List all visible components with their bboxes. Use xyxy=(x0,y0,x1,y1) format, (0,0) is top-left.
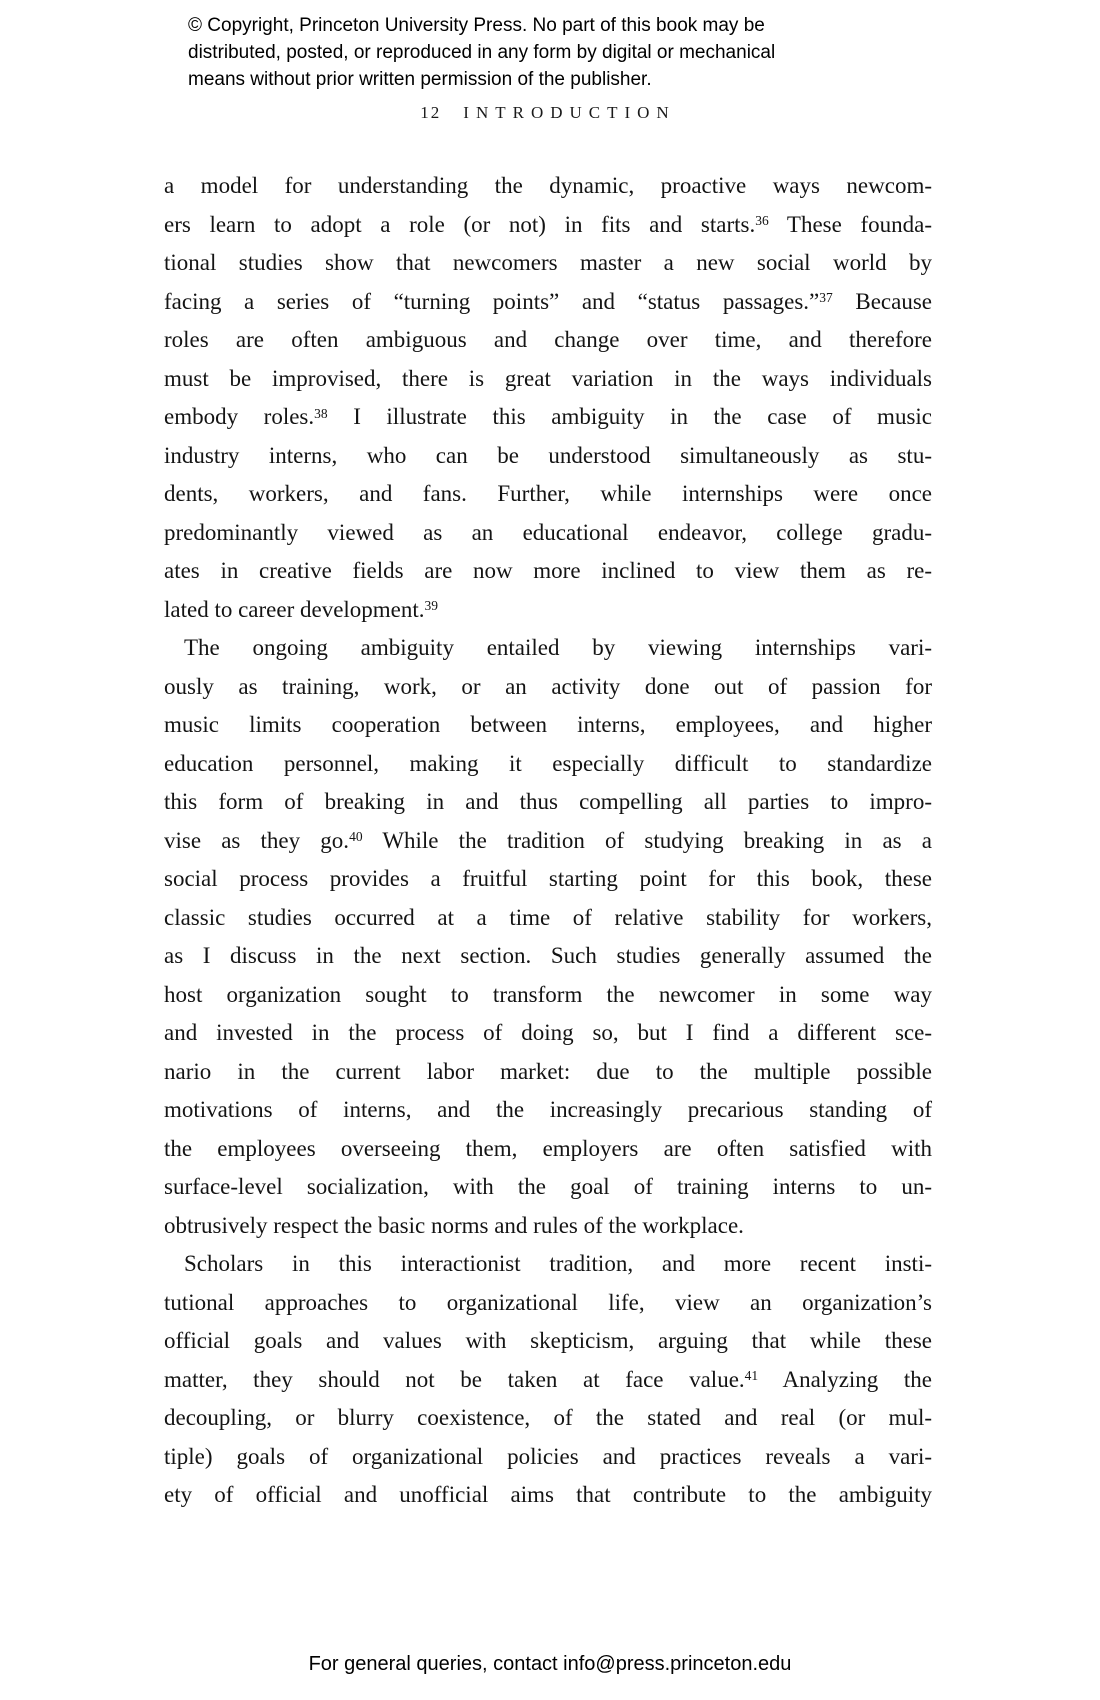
text-line xyxy=(164,937,932,976)
text-segment: While the tradition of studying breaking in as a xyxy=(362,827,932,853)
copyright-line: distributed, posted, or reproduced in any form by digital or mechanical xyxy=(188,42,776,63)
text-segment: Scholars in this interactionist tradition, and more recent insti- xyxy=(184,1251,932,1276)
text-segment: official goals and values with skepticism, arguing that while these xyxy=(164,1328,932,1353)
text-line xyxy=(164,244,932,283)
text-segment: as I discuss in the next section. Such studies generally assumed the xyxy=(164,943,932,968)
text-segment: the employees overseeing them, employers are often satisfied with xyxy=(164,1135,932,1161)
text-line xyxy=(164,1245,932,1284)
paragraph xyxy=(164,629,932,1245)
text-segment: roles are often ambiguous and change over time, and therefore xyxy=(164,327,932,352)
text-line xyxy=(164,1438,932,1477)
copyright-line: means without prior written permission of the publisher. xyxy=(188,69,652,90)
text-segment: These founda- xyxy=(768,211,932,237)
footnote-reference: 37 xyxy=(819,290,833,306)
text-segment: ers learn to adopt a role (or not) in fits and starts. xyxy=(164,211,756,237)
paragraph xyxy=(164,167,932,629)
text-line xyxy=(164,668,932,707)
text-segment: motivations of interns, and the increasingly precarious standing of xyxy=(164,1097,932,1122)
text-line xyxy=(164,1207,932,1246)
text-segment: dents, workers, and fans. Further, while internships were once xyxy=(164,481,932,506)
text-segment: industry interns, who can be understood simultaneously as stu- xyxy=(164,442,932,468)
footnote-reference: 41 xyxy=(744,1368,759,1384)
text-line xyxy=(164,398,932,437)
text-line xyxy=(164,745,932,784)
text-line xyxy=(164,1091,932,1130)
text-line xyxy=(164,976,932,1015)
text-line xyxy=(164,552,932,591)
body-text xyxy=(164,167,932,1515)
text-line xyxy=(164,591,932,630)
text-line xyxy=(164,283,932,322)
text-segment: I illustrate this ambiguity in the case of music xyxy=(327,404,932,429)
text-segment: obtrusively respect the basic norms and rules of the workplace. xyxy=(164,1212,744,1238)
footnote-reference: 40 xyxy=(349,829,363,845)
running-head xyxy=(164,103,932,123)
text-segment: ously as training, work, or an activity done out of passion for xyxy=(164,673,932,699)
text-segment: matter, they should not be taken at face value. xyxy=(164,1366,745,1392)
text-segment: must be improvised, there is great variation in the ways individuals xyxy=(164,365,932,391)
text-segment: lated to career development. xyxy=(164,596,425,622)
text-line xyxy=(164,1361,932,1400)
footer-contact-note: For general queries, contact info@press.princeton.edu xyxy=(308,1653,792,1675)
text-segment: Because xyxy=(832,288,932,314)
text-line xyxy=(164,783,932,822)
text-segment: surface-level socialization, with the goal of training interns to un- xyxy=(164,1174,932,1199)
text-segment: tutional approaches to organizational life, view an organization’s xyxy=(164,1289,932,1315)
page-number: 12 xyxy=(420,103,442,122)
text-line xyxy=(164,206,932,245)
copyright-line: © Copyright, Princeton University Press. No part of this book may be xyxy=(188,15,765,36)
text-line xyxy=(164,629,932,668)
text-segment: tiple) goals of organizational policies and practices reveals a vari- xyxy=(164,1443,932,1469)
text-segment: education personnel, making it especially difficult to standardize xyxy=(164,750,932,776)
text-line xyxy=(164,321,932,360)
text-segment: and invested in the process of doing so, but I find a different sce- xyxy=(164,1020,932,1045)
text-line xyxy=(164,1014,932,1053)
text-line xyxy=(164,1168,932,1207)
text-segment: Analyzing the xyxy=(758,1366,932,1392)
footnote-reference: 38 xyxy=(314,405,328,421)
text-segment: host organization sought to transform the newcomer in some way xyxy=(164,981,932,1007)
text-line xyxy=(164,1322,932,1361)
text-line xyxy=(164,437,932,476)
text-line xyxy=(164,860,932,899)
footnote-reference: 36 xyxy=(755,213,769,229)
text-line xyxy=(164,360,932,399)
text-line xyxy=(164,822,932,861)
text-segment: embody roles. xyxy=(164,404,315,429)
text-line xyxy=(164,514,932,553)
text-segment: nario in the current labor market: due to the multiple possible xyxy=(164,1058,932,1084)
text-segment: vise as they go. xyxy=(164,827,350,853)
text-line xyxy=(164,1284,932,1323)
text-line xyxy=(164,899,932,938)
text-segment: tional studies show that newcomers master a new social world by xyxy=(164,250,932,275)
text-line xyxy=(164,706,932,745)
text-segment: facing a series of “turning points” and “status passages.” xyxy=(164,288,820,314)
text-segment: ety of official and unofficial aims that contribute to the ambiguity xyxy=(164,1482,932,1507)
text-line xyxy=(164,1130,932,1169)
text-line xyxy=(164,1399,932,1438)
text-segment: a model for understanding the dynamic, proactive ways newcom- xyxy=(164,173,932,198)
text-segment: music limits cooperation between interns, employees, and higher xyxy=(164,712,932,737)
copyright-notice xyxy=(188,12,775,93)
text-segment: The ongoing ambiguity entailed by viewing internships vari- xyxy=(184,635,932,660)
text-line xyxy=(164,1053,932,1092)
text-segment: decoupling, or blurry coexistence, of the stated and real (or mul- xyxy=(164,1405,932,1430)
text-segment: ates in creative fields are now more inclined to view them as re- xyxy=(164,558,932,583)
text-segment: social process provides a fruitful starting point for this book, these xyxy=(164,866,932,891)
text-line xyxy=(164,167,932,206)
text-line xyxy=(164,1476,932,1515)
text-segment: this form of breaking in and thus compelling all parties to impro- xyxy=(164,789,932,814)
text-segment: predominantly viewed as an educational endeavor, college gradu- xyxy=(164,519,932,545)
text-line xyxy=(164,475,932,514)
text-segment: classic studies occurred at a time of relative stability for workers, xyxy=(164,904,932,930)
footnote-reference: 39 xyxy=(424,598,439,614)
paragraph xyxy=(164,1245,932,1515)
chapter-title: INTRODUCTION xyxy=(463,103,676,122)
